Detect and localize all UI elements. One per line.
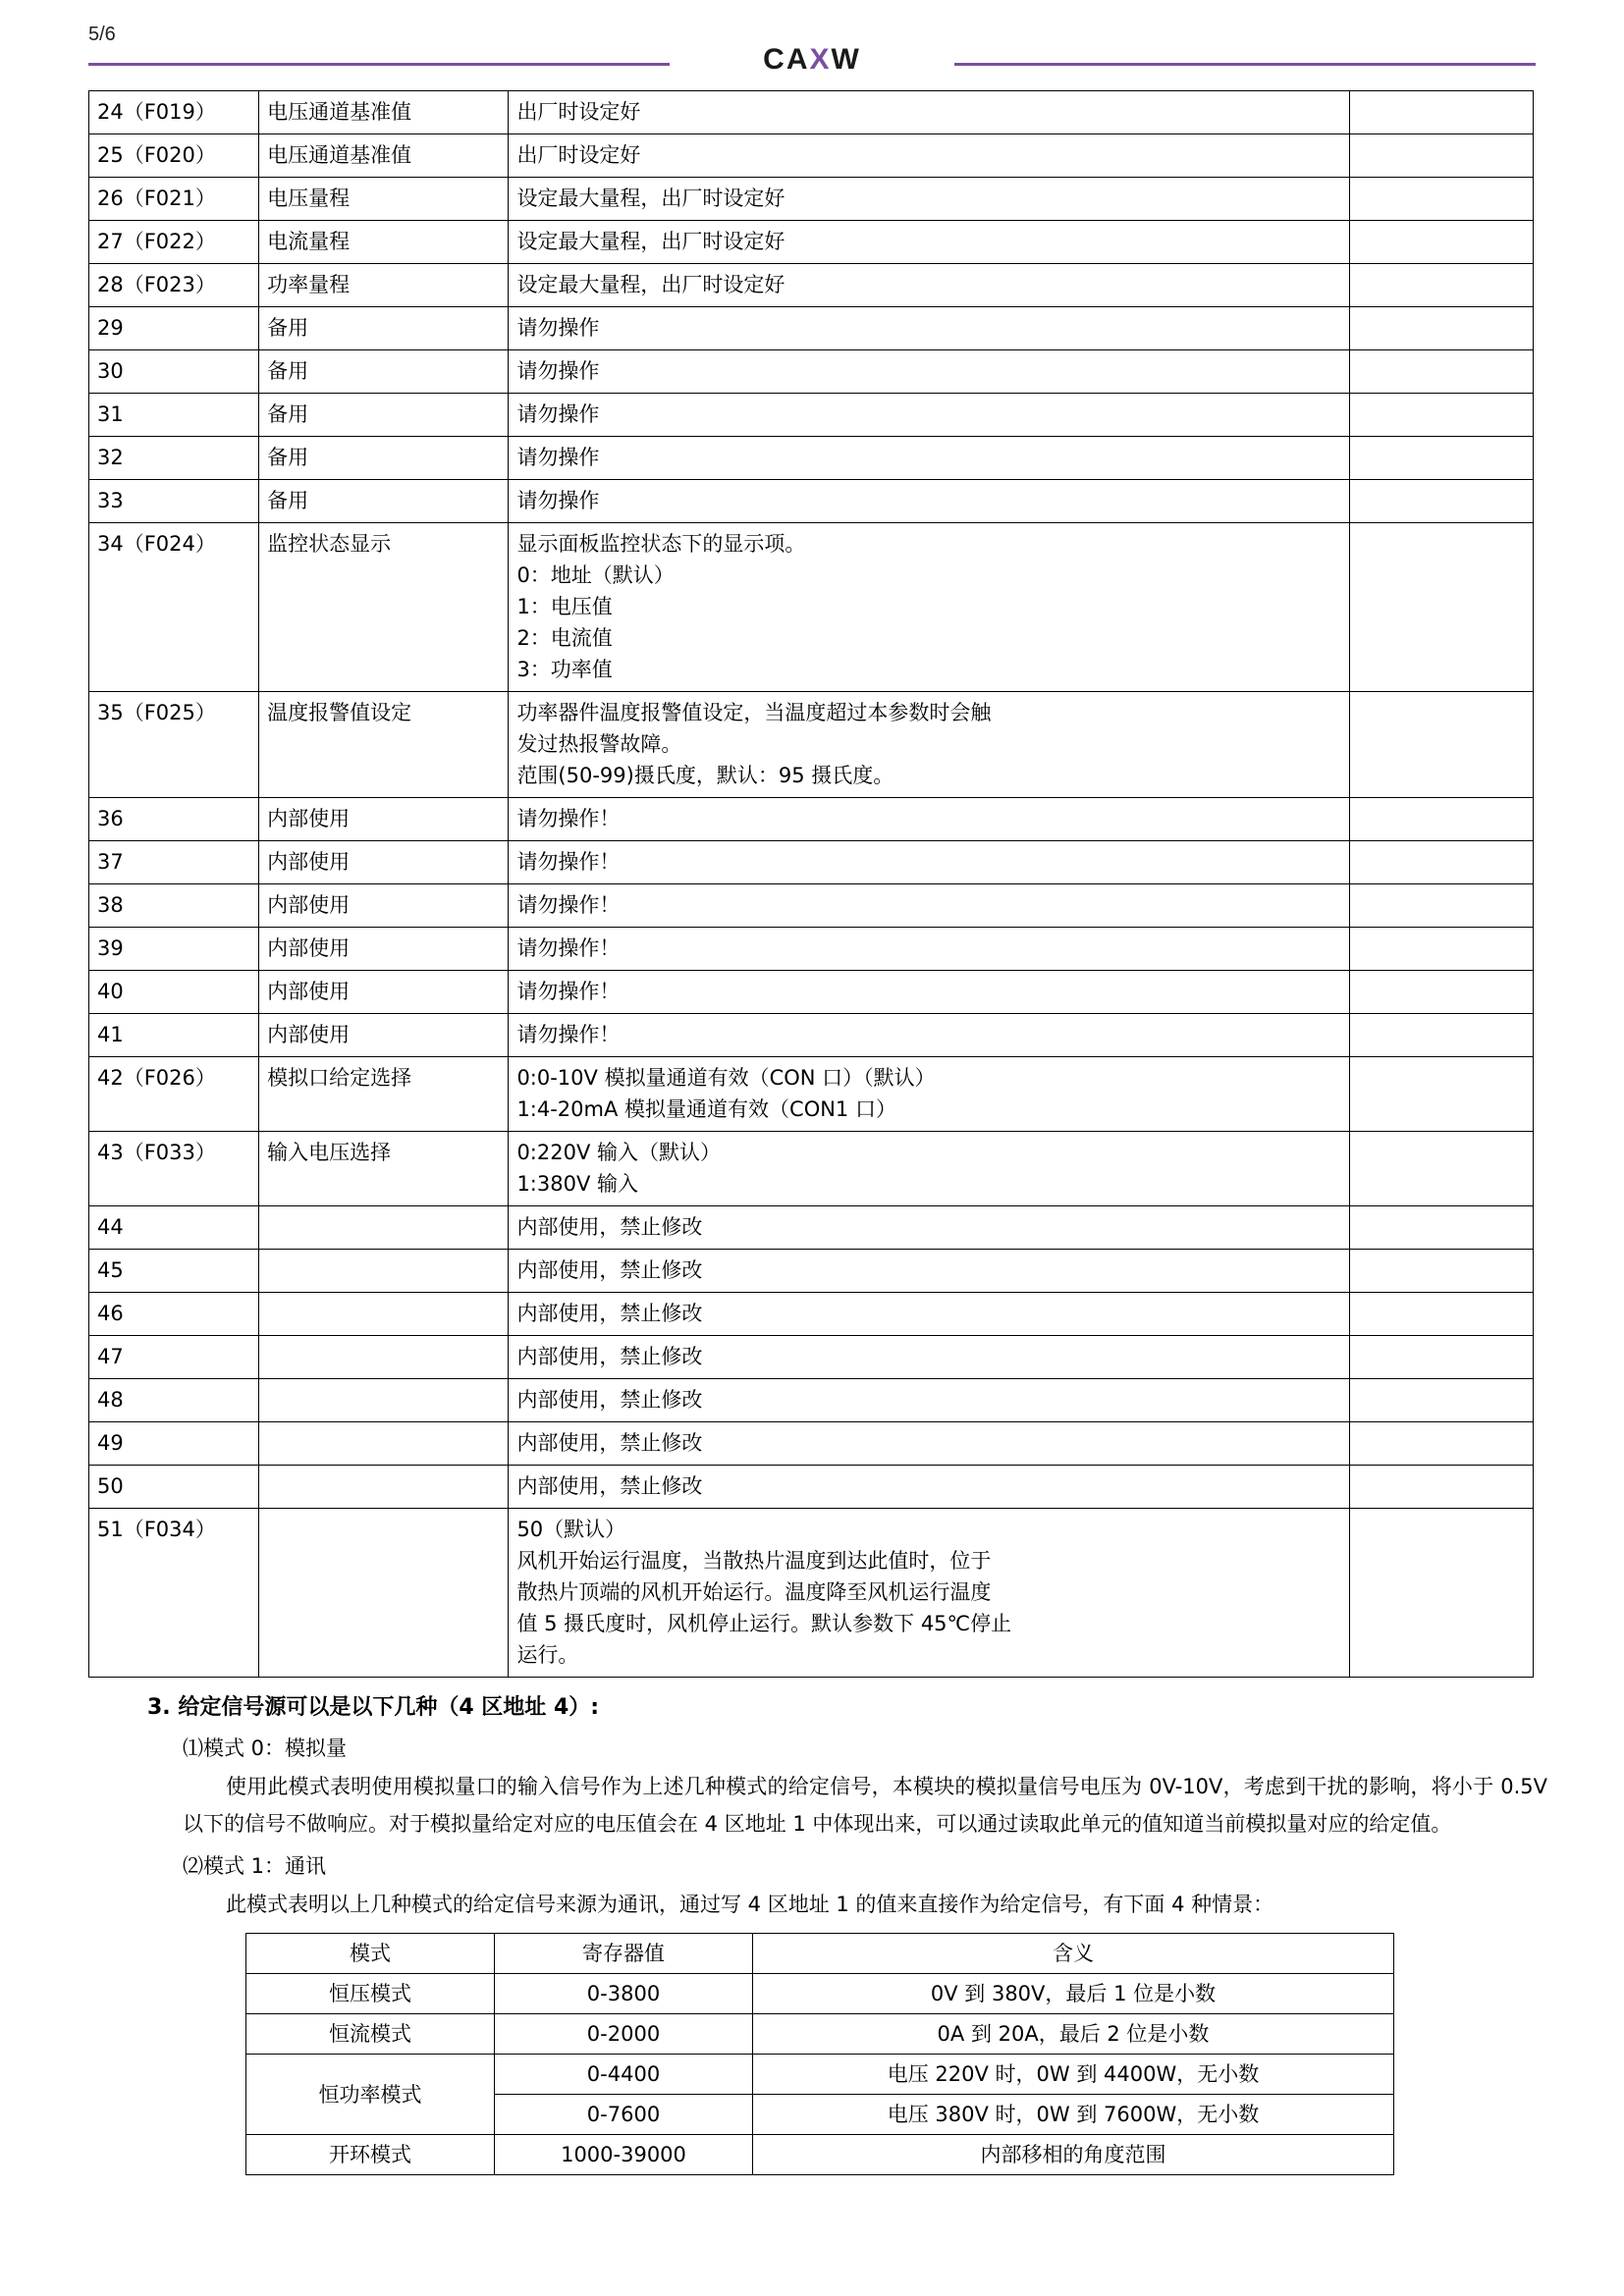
param-description [509, 1509, 1349, 1678]
param-value-cell [1349, 350, 1533, 394]
modes-mode-cell: 恒压模式 [246, 1974, 495, 2014]
param-number: 46 [89, 1293, 259, 1336]
modes-register-cell: 0-3800 [495, 1974, 753, 2014]
param-name: 备用 [259, 480, 509, 523]
param-name: 电流量程 [259, 221, 509, 264]
param-value-cell [1349, 178, 1533, 221]
param-number: 44 [89, 1206, 259, 1250]
param-value-cell [1349, 1466, 1533, 1509]
param-description-line: 2：电流值 [516, 626, 613, 650]
param-number: 37 [89, 841, 259, 884]
modes-row [246, 2055, 1394, 2095]
table-row [89, 307, 1534, 350]
table-row [89, 692, 1534, 798]
param-description-line: 散热片顶端的风机开始运行。温度降至风机运行温度 [516, 1580, 992, 1604]
param-name [259, 1336, 509, 1379]
param-description [509, 264, 1349, 307]
param-description-line: 风机开始运行温度，当散热片温度到达此值时，位于 [516, 1549, 992, 1573]
modes-table [245, 1933, 1394, 2175]
param-value-cell [1349, 692, 1533, 798]
param-description [509, 1379, 1349, 1422]
section-3-title: 3. 给定信号源可以是以下几种（4 区地址 4）: [147, 1695, 600, 1720]
header-rule-right [954, 63, 1536, 66]
param-value-cell [1349, 1057, 1533, 1132]
param-value-cell [1349, 394, 1533, 437]
param-name: 电压通道基准值 [259, 91, 509, 134]
param-description [509, 91, 1349, 134]
param-description-line: 显示面板监控状态下的显示项。 [516, 532, 806, 556]
param-description-line: 请勿操作！ [516, 980, 621, 1003]
table-row [89, 1057, 1534, 1132]
parameter-table [88, 90, 1534, 1678]
param-description-line: 请勿操作 [516, 489, 600, 512]
param-name: 备用 [259, 437, 509, 480]
param-description [509, 437, 1349, 480]
param-description [509, 884, 1349, 928]
param-value-cell [1349, 1293, 1533, 1336]
param-description-line: 请勿操作！ [516, 936, 621, 960]
param-number: 38 [89, 884, 259, 928]
param-name: 电压通道基准值 [259, 134, 509, 178]
param-name [259, 1293, 509, 1336]
param-number: 34（F024） [89, 523, 259, 692]
param-number: 26（F021） [89, 178, 259, 221]
param-description-line: 功率器件温度报警值设定，当温度超过本参数时会触 [516, 701, 992, 724]
param-description-line: 3：功率值 [516, 658, 613, 681]
param-name: 内部使用 [259, 884, 509, 928]
page-number: 5/6 [88, 24, 116, 45]
param-number: 28（F023） [89, 264, 259, 307]
param-description [509, 480, 1349, 523]
param-description-line: 0:0-10V 模拟量通道有效（CON 口）（默认） [516, 1066, 936, 1090]
param-description [509, 1132, 1349, 1206]
param-name: 监控状态显示 [259, 523, 509, 692]
modes-mode-cell: 开环模式 [246, 2135, 495, 2175]
param-value-cell [1349, 1509, 1533, 1678]
param-description-line: 50（默认） [516, 1518, 626, 1541]
modes-register-cell: 0-2000 [495, 2014, 753, 2055]
param-number: 33 [89, 480, 259, 523]
modes-meaning-cell: 0V 到 380V，最后 1 位是小数 [753, 1974, 1394, 2014]
table-row [89, 394, 1534, 437]
table-row [89, 91, 1534, 134]
param-description-line: 内部使用，禁止修改 [516, 1474, 703, 1498]
param-description [509, 1250, 1349, 1293]
table-row [89, 264, 1534, 307]
logo-x-icon: X [809, 43, 832, 76]
modes-row [246, 1974, 1394, 2014]
table-row [89, 1422, 1534, 1466]
modes-header-row [246, 1934, 1394, 1974]
param-description-line: 内部使用，禁止修改 [516, 1302, 703, 1325]
param-description-line: 内部使用，禁止修改 [516, 1431, 703, 1455]
param-description-line: 1：电压值 [516, 595, 613, 618]
param-name: 内部使用 [259, 1014, 509, 1057]
param-value-cell [1349, 221, 1533, 264]
param-number: 31 [89, 394, 259, 437]
param-number: 50 [89, 1466, 259, 1509]
table-row [89, 221, 1534, 264]
logo-text-left: CA [763, 43, 810, 76]
param-description [509, 1014, 1349, 1057]
param-description [509, 134, 1349, 178]
modes-register-cell: 0-4400 [495, 2055, 753, 2095]
table-row [89, 1509, 1534, 1678]
modes-register-cell: 1000-39000 [495, 2135, 753, 2175]
param-value-cell [1349, 1014, 1533, 1057]
param-description [509, 350, 1349, 394]
param-description [509, 971, 1349, 1014]
param-description-line: 请勿操作 [516, 446, 600, 469]
param-value-cell [1349, 1206, 1533, 1250]
param-name: 备用 [259, 307, 509, 350]
page-header [88, 22, 1536, 82]
param-name: 备用 [259, 350, 509, 394]
param-name: 内部使用 [259, 971, 509, 1014]
param-description-line: 内部使用，禁止修改 [516, 1258, 703, 1282]
table-row [89, 1293, 1534, 1336]
param-description [509, 928, 1349, 971]
modes-mode-cell: 恒功率模式 [246, 2055, 495, 2135]
param-number: 30 [89, 350, 259, 394]
param-number: 25（F020） [89, 134, 259, 178]
param-number: 24（F019） [89, 91, 259, 134]
param-number: 49 [89, 1422, 259, 1466]
table-row [89, 178, 1534, 221]
param-description [509, 178, 1349, 221]
param-description [509, 798, 1349, 841]
param-number: 35（F025） [89, 692, 259, 798]
param-description [509, 1336, 1349, 1379]
param-description-line: 请勿操作 [516, 316, 600, 340]
logo-text-right: W [831, 43, 861, 76]
param-name [259, 1466, 509, 1509]
param-value-cell [1349, 523, 1533, 692]
table-row [89, 971, 1534, 1014]
brand-logo [749, 43, 875, 77]
param-description [509, 1057, 1349, 1132]
param-description-line: 请勿操作！ [516, 850, 621, 874]
table-row [89, 1379, 1534, 1422]
table-row [89, 928, 1534, 971]
table-row [89, 1132, 1534, 1206]
param-number: 40 [89, 971, 259, 1014]
param-description-line: 请勿操作！ [516, 807, 621, 830]
param-name [259, 1250, 509, 1293]
param-number: 43（F033） [89, 1132, 259, 1206]
param-name [259, 1206, 509, 1250]
param-description-line: 发过热报警故障。 [516, 732, 682, 756]
param-description [509, 221, 1349, 264]
table-row [89, 134, 1534, 178]
param-description-line: 设定最大量程，出厂时设定好 [516, 273, 785, 296]
param-value-cell [1349, 1379, 1533, 1422]
param-number: 47 [89, 1336, 259, 1379]
modes-row [246, 2135, 1394, 2175]
param-description [509, 1466, 1349, 1509]
param-name: 内部使用 [259, 928, 509, 971]
mode-0-body: 使用此模式表明使用模拟量口的输入信号作为上述几种模式的给定信号，本模块的模拟量信号电压为 0V-10V，考虑到干扰的影响，将小于 0.5V 以下的信号不做响应。对于模拟量给定对应的电压值会在 4 区地址 1 中体现出来，可以通过读取此单元的值知道当前模拟量对应的给定值。 [183, 1775, 1547, 1836]
mode-1-label: ⑵模式 1：通讯 [183, 1854, 327, 1878]
param-value-cell [1349, 928, 1533, 971]
param-description-line: 内部使用，禁止修改 [516, 1345, 703, 1368]
param-description-line: 值 5 摄氏度时，风机停止运行。默认参数下 45℃停止 [516, 1612, 1012, 1635]
param-description-line: 内部使用，禁止修改 [516, 1388, 703, 1412]
param-value-cell [1349, 437, 1533, 480]
param-description [509, 692, 1349, 798]
table-row [89, 1250, 1534, 1293]
param-name: 温度报警值设定 [259, 692, 509, 798]
param-description-line: 设定最大量程，出厂时设定好 [516, 230, 785, 253]
param-name: 输入电压选择 [259, 1132, 509, 1206]
param-description-line: 0:220V 输入（默认） [516, 1141, 721, 1164]
param-description-line: 0：地址（默认） [516, 563, 675, 587]
table-row [89, 437, 1534, 480]
param-value-cell [1349, 91, 1533, 134]
table-row [89, 798, 1534, 841]
param-name: 功率量程 [259, 264, 509, 307]
param-name: 内部使用 [259, 798, 509, 841]
modes-column-header: 模式 [246, 1934, 495, 1974]
table-row [89, 1466, 1534, 1509]
modes-register-cell: 0-7600 [495, 2095, 753, 2135]
param-description [509, 841, 1349, 884]
param-value-cell [1349, 480, 1533, 523]
param-value-cell [1349, 1132, 1533, 1206]
param-description-line: 请勿操作！ [516, 1023, 621, 1046]
param-number: 45 [89, 1250, 259, 1293]
param-name [259, 1379, 509, 1422]
param-name: 内部使用 [259, 841, 509, 884]
param-description-line: 请勿操作 [516, 359, 600, 383]
param-description-line: 请勿操作 [516, 402, 600, 426]
param-name [259, 1509, 509, 1678]
modes-column-header: 寄存器值 [495, 1934, 753, 1974]
param-description [509, 523, 1349, 692]
param-value-cell [1349, 1336, 1533, 1379]
modes-column-header: 含义 [753, 1934, 1394, 1974]
param-description [509, 1206, 1349, 1250]
param-description-line: 出厂时设定好 [516, 100, 641, 124]
table-row [89, 884, 1534, 928]
param-number: 27（F022） [89, 221, 259, 264]
param-description-line: 设定最大量程，出厂时设定好 [516, 187, 785, 210]
param-description [509, 394, 1349, 437]
param-name [259, 1422, 509, 1466]
mode-1-body: 此模式表明以上几种模式的给定信号来源为通讯，通过写 4 区地址 1 的值来直接作为给定信号，有下面 4 种情景： [226, 1893, 1274, 1916]
param-value-cell [1349, 1422, 1533, 1466]
param-number: 36 [89, 798, 259, 841]
param-number: 32 [89, 437, 259, 480]
param-description-line: 1:380V 输入 [516, 1172, 638, 1196]
table-row [89, 1206, 1534, 1250]
mode-0-label: ⑴模式 0：模拟量 [183, 1736, 348, 1760]
param-description [509, 1293, 1349, 1336]
param-value-cell [1349, 1250, 1533, 1293]
param-value-cell [1349, 264, 1533, 307]
param-description-line: 内部使用，禁止修改 [516, 1215, 703, 1239]
modes-meaning-cell: 0A 到 20A，最后 2 位是小数 [753, 2014, 1394, 2055]
param-number: 39 [89, 928, 259, 971]
param-value-cell [1349, 798, 1533, 841]
modes-meaning-cell: 电压 220V 时，0W 到 4400W，无小数 [753, 2055, 1394, 2095]
param-number: 48 [89, 1379, 259, 1422]
param-value-cell [1349, 971, 1533, 1014]
param-name: 电压量程 [259, 178, 509, 221]
param-number: 42（F026） [89, 1057, 259, 1132]
table-row [89, 841, 1534, 884]
param-value-cell [1349, 884, 1533, 928]
param-description-line: 运行。 [516, 1643, 579, 1667]
param-description [509, 1422, 1349, 1466]
param-value-cell [1349, 307, 1533, 350]
modes-row [246, 2014, 1394, 2055]
param-description-line: 出厂时设定好 [516, 143, 641, 167]
param-number: 41 [89, 1014, 259, 1057]
modes-meaning-cell: 电压 380V 时，0W 到 7600W，无小数 [753, 2095, 1394, 2135]
param-name: 模拟口给定选择 [259, 1057, 509, 1132]
modes-mode-cell: 恒流模式 [246, 2014, 495, 2055]
param-value-cell [1349, 841, 1533, 884]
param-number: 51（F034） [89, 1509, 259, 1678]
header-rule-left [88, 63, 670, 66]
table-row [89, 1336, 1534, 1379]
table-row [89, 350, 1534, 394]
param-name: 备用 [259, 394, 509, 437]
param-description-line: 范围(50-99)摄氏度，默认：95 摄氏度。 [516, 764, 894, 787]
param-description-line: 1:4-20mA 模拟量通道有效（CON1 口） [516, 1097, 896, 1121]
param-number: 29 [89, 307, 259, 350]
table-row [89, 1014, 1534, 1057]
param-value-cell [1349, 134, 1533, 178]
table-row [89, 480, 1534, 523]
table-row [89, 523, 1534, 692]
modes-meaning-cell: 内部移相的角度范围 [753, 2135, 1394, 2175]
param-description [509, 307, 1349, 350]
param-description-line: 请勿操作！ [516, 893, 621, 917]
